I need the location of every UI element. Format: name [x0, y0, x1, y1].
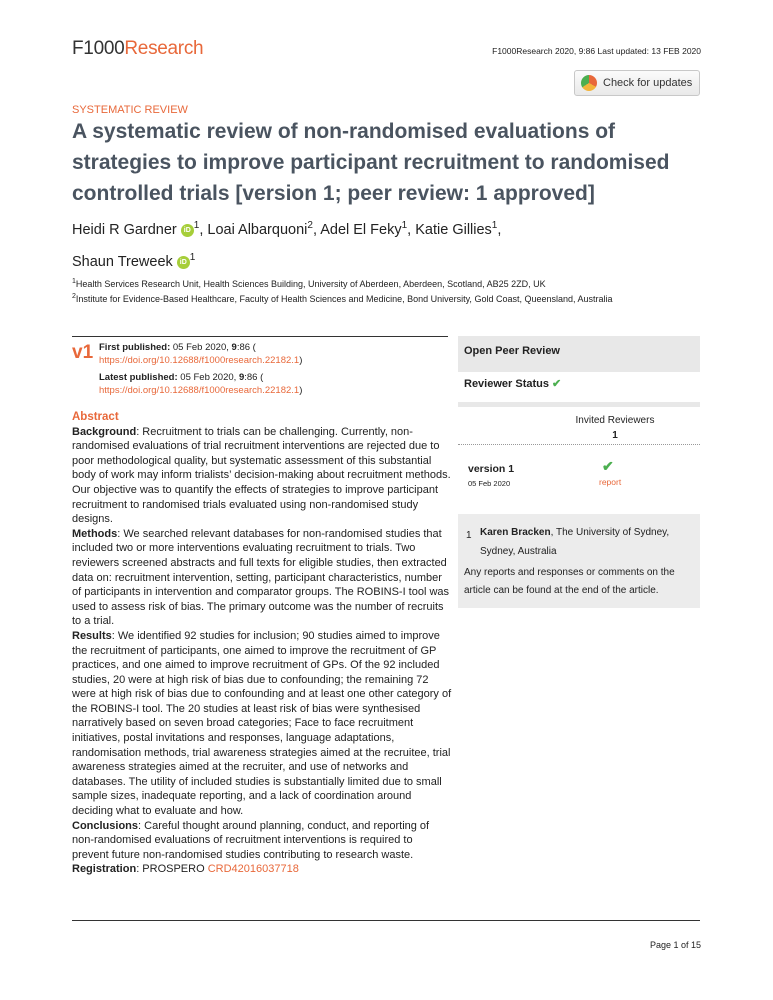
check-updates-label: Check for updates	[603, 77, 693, 89]
volume: 9	[231, 342, 237, 353]
crossmark-icon	[581, 75, 597, 91]
first-published	[99, 341, 302, 367]
author-affiliation-ref: 2	[307, 220, 313, 231]
check-icon: ✔	[552, 378, 562, 390]
section-label: Conclusions	[72, 819, 139, 832]
affiliation	[72, 278, 546, 289]
paren: )	[299, 355, 303, 366]
abstract-methods	[72, 527, 452, 629]
reviewer-status	[464, 377, 561, 390]
affiliation-text: Institute for Evidence-Based Healthcare, Faculty of Health Sciences and Medicine, Bond University, Gold Coast, Queensland, Australia	[75, 294, 613, 304]
invited-label: Invited Reviewers	[575, 415, 655, 426]
reviewer-index: 1	[466, 530, 472, 541]
check-for-updates-button[interactable]	[574, 70, 700, 96]
abstract-conclusions	[72, 819, 452, 863]
citation-rest: :86 (	[244, 372, 264, 383]
footer-divider	[72, 920, 700, 921]
article-category: SYSTEMATIC REVIEW	[72, 104, 188, 116]
version-date: 05 Feb 2020	[468, 479, 511, 488]
article-title	[72, 116, 712, 209]
dotted-divider	[458, 444, 700, 445]
journal-logo	[72, 38, 203, 60]
section-text: : Careful thought around planning, conduct, and reporting of non-randomised evaluations of recruitment interventions is required to prevent future non-randomised studies contributing to research waste.	[72, 819, 430, 861]
abstract-registration	[72, 862, 452, 877]
section-label: Methods	[72, 527, 118, 540]
affiliation	[72, 293, 613, 304]
paren: )	[299, 385, 303, 396]
section-label: Registration	[72, 863, 137, 876]
registration-link[interactable]: CRD42016037718	[207, 863, 299, 876]
section-text: : Recruitment to trials can be challenging. Currently, non-randomised evaluations of trial recruitment interventions are rejected due to poor methodological quality, but systematic assessment of this substantial body of work may inform trialists’ decision-making about recruitment methods. Our objective was to quantify the effects of strategies to improve participant recruitment to randomised trials evaluated using non-randomised study designs.	[72, 425, 451, 526]
approved-check-icon: ✔	[602, 458, 614, 474]
first-published-date: 05 Feb 2020,	[172, 342, 232, 353]
version-note: [version 1; peer review: 1 approved]	[235, 182, 595, 205]
reviewer-affiliation: , The University of Sydney, Sydney, Australia	[480, 527, 670, 557]
author-affiliation-ref: 1	[401, 220, 408, 231]
author-list: Heidi R Gardner iD $^1$, Loai Albarquoni$^2$, Adel El Feky$^1$, Katie Gillies$^1$, Shaun Treweek iD $^1$	[72, 220, 502, 270]
reviewer-details	[480, 523, 692, 561]
reviews-note: Any reports and responses or comments on the article can be found at the end of the article.	[464, 567, 675, 596]
reviewer-number: 1	[612, 430, 618, 441]
latest-published-date: 05 Feb 2020,	[180, 372, 239, 383]
latest-published-label: Latest published:	[99, 372, 178, 383]
orcid-icon[interactable]: iD	[181, 224, 194, 237]
section-label: Background	[72, 425, 137, 438]
logo-suffix: Research	[124, 38, 204, 59]
report-link[interactable]: report	[599, 477, 622, 487]
abstract-background	[72, 425, 452, 527]
abstract-heading: Abstract	[72, 411, 119, 423]
author[interactable]: Adel El Feky	[320, 221, 402, 238]
doi-link[interactable]: https://doi.org/10.12688/f1000research.22182.1	[99, 385, 300, 396]
citation-header: F1000Research 2020, 9:86 Last updated: 13 FEB 2020	[492, 46, 701, 56]
version-badge: v1	[72, 342, 94, 363]
title-text: A systematic review of non-randomised evaluations of strategies to improve participant recruitment to randomised controlled trials	[72, 120, 670, 205]
author-affiliation-ref: 1	[189, 251, 196, 263]
page-number: Page 1 of 15	[649, 940, 701, 950]
orcid-icon[interactable]: iD	[177, 256, 190, 269]
open-peer-review-title: Open Peer Review	[464, 345, 560, 357]
author[interactable]: Loai Albarquoni	[207, 221, 308, 238]
first-published-label: First published:	[99, 342, 171, 353]
author[interactable]: Heidi R Gardner	[72, 221, 177, 238]
latest-published	[99, 371, 302, 397]
divider	[72, 336, 448, 337]
logo-prefix: F1000	[72, 38, 125, 59]
section-text: : PROSPERO	[136, 863, 208, 876]
author[interactable]: Shaun Treweek	[72, 253, 173, 270]
author-affiliation-ref: 1	[491, 220, 498, 231]
reviewer-status-label: Reviewer Status	[464, 378, 549, 390]
abstract-results	[72, 629, 452, 819]
section-text: : We searched relevant databases for non-randomised studies that included two or more interventions evaluating recruitment to trials. Two reviewers screened abstracts and full texts for eligible studies, then extracted data on: recruitment intervention, setting, participant characteristics, number of participants in intervention and comparator groups. The ROBINS-I tool was used to assess risk of bias. The primary outcome was the number of recruits to a trial.	[72, 527, 450, 628]
author-affiliation-ref: 1	[193, 220, 200, 231]
citation-rest: :86 (	[236, 342, 256, 353]
affiliation-number: 2	[72, 293, 76, 300]
version-label: version 1	[468, 463, 515, 475]
affiliation-number: 1	[72, 278, 76, 285]
doi-link[interactable]: https://doi.org/10.12688/f1000research.22182.1	[99, 355, 300, 366]
volume: 9	[238, 372, 245, 383]
affiliation-text: Health Services Research Unit, Health Sciences Building, University of Aberdeen, Aberdeen, Scotland, AB25 2ZD, UK	[75, 279, 546, 289]
author[interactable]: Katie Gillies	[415, 221, 492, 238]
reviewer-name: Karen Bracken	[480, 527, 551, 538]
invited-reviewers	[556, 413, 674, 443]
abstract	[72, 410, 452, 877]
section-label: Results	[72, 629, 112, 642]
section-text: : We identified 92 studies for inclusion; 90 studies aimed to improve the recruitment of participants, one aimed to improve the recruitment of GP practices, and one aimed to improve recruitment of GPs. Of the 92 included studies, 20 were at high risk of bias due to confounding; the remaining 72 were at high risk of bias due to confounding and at least one other category of the ROBINS-I tool. The 20 studies at least risk of bias were synthesised narratively based on seven broad categories; Face to face recruitment initiatives, postal invitations and responses, language adaptations, randomisation methods, trial awareness strategies aimed at the recruitee, trial awareness strategies aimed at the recruiter, and use of networks and databases. The utility of included studies is substantially limited due to small sample sizes, inadequate reporting, and a lack of coordination around deciding what to evaluate and how.	[72, 629, 452, 818]
